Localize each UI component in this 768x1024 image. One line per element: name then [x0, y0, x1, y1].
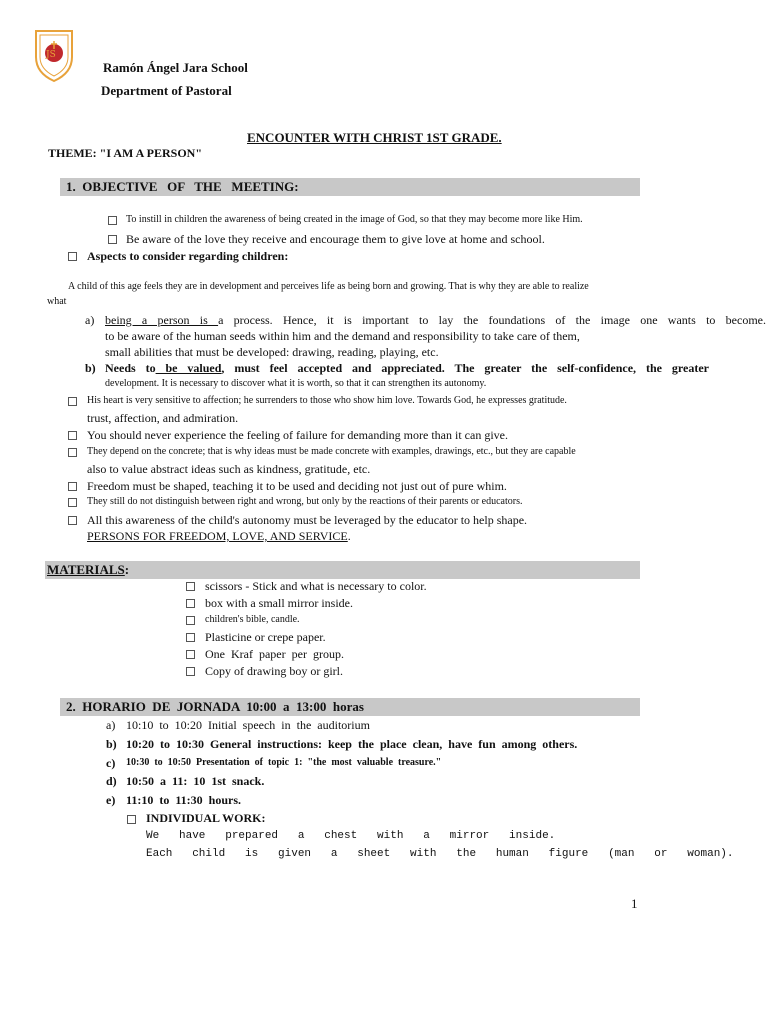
individual-work-heading: INDIVIDUAL WORK:	[146, 811, 266, 825]
item-b-rest: , must feel accepted and appreciated. The greater the self-confidence, the greater	[221, 361, 709, 375]
bullet-heart: His heart is very sensitive to affection; he surrenders to those who show him love. Towards God, he expresses gratitude.	[87, 395, 567, 406]
bullet-concrete: They depend on the concrete; that is why ideas must be made concrete with examples, drawings, etc., but they are capable	[87, 446, 576, 457]
section2-heading: 2. HORARIO DE JORNADA 10:00 a 13:00 horas	[66, 699, 364, 714]
bullet-right-wrong: They still do not distinguish between right and wrong, but only by the reactions of their parents or educators.	[87, 496, 523, 507]
checkbox-icon	[68, 482, 77, 491]
document-title: ENCOUNTER WITH CHRIST 1ST GRADE.	[247, 130, 502, 145]
instruction-line: We have prepared a chest with a mirror inside.	[146, 830, 556, 842]
item-a-underlined: being a person is	[105, 313, 219, 327]
material-item: scissors - Stick and what is necessary to color.	[205, 579, 427, 593]
bullet-freedom: Freedom must be shaped, teaching it to be used and deciding not just out of pure whim.	[87, 479, 507, 493]
bullet-heart-cont: trust, affection, and admiration.	[87, 411, 239, 425]
material-item: box with a small mirror inside.	[205, 596, 353, 610]
bullet-autonomy: All this awareness of the child's autonomy must be leveraged by the educator to help shape.	[87, 513, 528, 527]
department-name: Department of Pastoral	[101, 83, 232, 98]
item-b-marker: b)	[85, 361, 96, 375]
schedule-item: 11:10 to 11:30 hours.	[126, 793, 242, 807]
intro-line-2: what	[47, 296, 67, 307]
checkbox-icon	[108, 216, 117, 225]
checkbox-icon	[68, 397, 77, 406]
material-item: children's bible, candle.	[205, 614, 300, 625]
intro-line-1: A child of this age feels they are in development and perceives life as being born and growing. That is why they are able to realize	[68, 281, 589, 292]
schedule-item: 10:30 to 10:50 Presentation of topic 1: "the most valuable treasure."	[126, 757, 442, 768]
checkbox-icon	[186, 650, 195, 659]
item-b-start: Needs to	[105, 361, 156, 375]
aspects-heading: Aspects to consider regarding children:	[87, 249, 289, 263]
checkbox-icon	[186, 582, 195, 591]
persons-tail: .	[347, 529, 351, 543]
item-a-rest: a process. Hence, it is important to lay the foundations of the image one wants to become.	[218, 313, 766, 327]
checkbox-icon	[68, 498, 77, 507]
schedule-marker: a)	[106, 718, 116, 732]
materials-heading-text: MATERIALS	[47, 562, 125, 577]
schedule-item: 10:20 to 10:30 General instructions: keep the place clean, have fun among others.	[126, 737, 578, 751]
schedule-item: 10:10 to 10:20 Initial speech in the auditorium	[126, 718, 370, 732]
checkbox-icon	[186, 667, 195, 676]
schedule-marker: e)	[106, 793, 116, 807]
checkbox-icon	[68, 448, 77, 457]
checkbox-icon	[127, 815, 136, 824]
item-a-marker: a)	[85, 313, 95, 327]
item-a-line-2: to be aware of the human seeds within him and the demand and responsibility to take care of them,	[105, 329, 580, 343]
item-b-line-1	[105, 362, 709, 374]
svg-text:JS: JS	[46, 50, 56, 60]
checkbox-icon	[186, 599, 195, 608]
checkbox-icon	[186, 616, 195, 625]
bullet-failure: You should never experience the feeling of failure for demanding more than it can give.	[87, 428, 508, 442]
materials-colon: :	[124, 562, 130, 577]
item-a-line-3: small abilities that must be developed: drawing, reading, playing, etc.	[105, 345, 439, 359]
checkbox-icon	[68, 252, 77, 261]
page-number: 1	[631, 896, 638, 911]
theme-line: THEME: "I AM A PERSON"	[48, 146, 203, 160]
material-item: Copy of drawing boy or girl.	[205, 664, 343, 678]
objective-bullet-1: To instill in children the awareness of being created in the image of God, so that they may become more like Him.	[126, 214, 583, 225]
item-b-line-2: development. It is necessary to discover what it is worth, so that it can strengthen its autonomy.	[105, 378, 487, 389]
school-logo	[33, 27, 75, 83]
persons-for-freedom: PERSONS FOR FREEDOM, LOVE, AND SERVICE	[87, 529, 348, 543]
schedule-marker: c)	[106, 756, 116, 770]
checkbox-icon	[68, 516, 77, 525]
schedule-item: 10:50 a 11: 10 1st snack.	[126, 774, 265, 788]
schedule-marker: b)	[106, 737, 117, 751]
checkbox-icon	[68, 431, 77, 440]
material-item: Plasticine or crepe paper.	[205, 630, 326, 644]
item-b-underlined: be valued	[155, 361, 222, 375]
materials-heading	[47, 563, 129, 576]
checkbox-icon	[108, 235, 117, 244]
instruction-line: Each child is given a sheet with the human figure (man or woman).	[146, 848, 734, 860]
objective-bullet-2: Be aware of the love they receive and encourage them to give love at home and school.	[126, 232, 545, 246]
checkbox-icon	[186, 633, 195, 642]
item-a-line-1	[105, 314, 766, 326]
bullet-autonomy-cont	[87, 530, 351, 542]
schedule-marker: d)	[106, 774, 117, 788]
school-name: Ramón Ángel Jara School	[103, 60, 248, 75]
material-item: One Kraf paper per group.	[205, 647, 344, 661]
section1-heading: 1. OBJECTIVE OF THE MEETING:	[66, 179, 299, 194]
bullet-concrete-cont: also to value abstract ideas such as kindness, gratitude, etc.	[87, 462, 371, 476]
materials-heading-bar	[45, 561, 640, 579]
